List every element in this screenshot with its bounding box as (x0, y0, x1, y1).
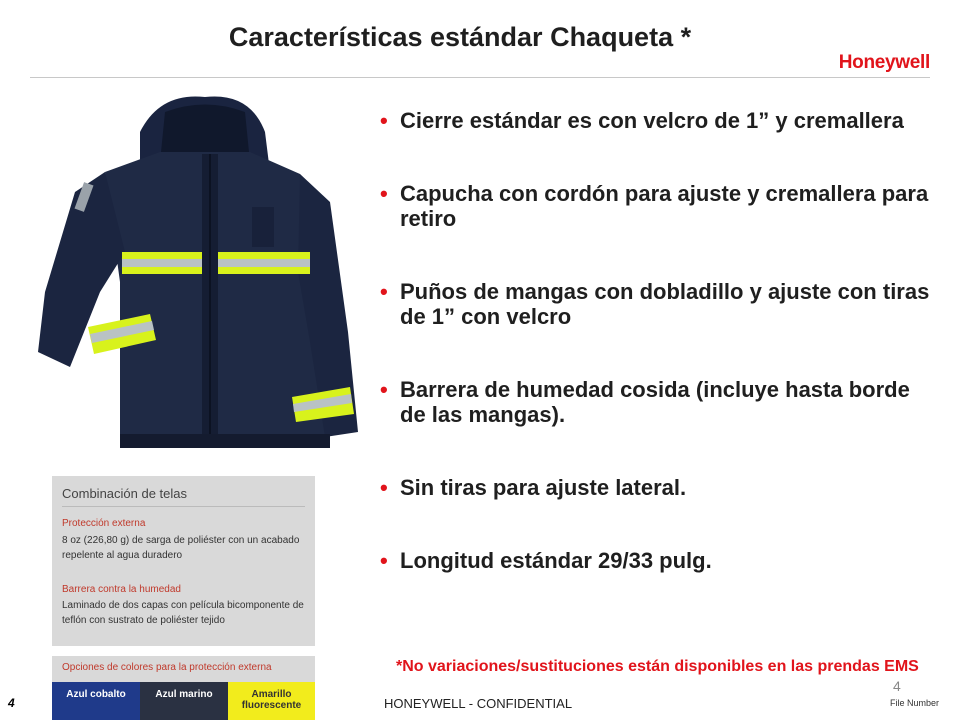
bullet-icon: • (380, 279, 388, 304)
bullet-icon: • (380, 108, 388, 133)
honeywell-logo: Honeywell (838, 52, 930, 73)
fabric-heading: Combinación de telas (62, 486, 188, 501)
fabric-info-panel (52, 476, 315, 646)
swatch-navy-blue: Azul marino (140, 682, 228, 720)
outer-protection-label: Protección externa (62, 518, 146, 529)
bullet-icon: • (380, 377, 388, 402)
bullet-icon: • (380, 548, 388, 573)
feature-item: • Cierre estándar es con velcro de 1” y cremallera (380, 108, 904, 133)
page-number-left: 4 (8, 696, 15, 710)
feature-item: • Capucha con cordón para ajuste y cremallera para retiro (380, 181, 929, 231)
ems-note: *No variaciones/sustituciones están disponibles en las prendas EMS (396, 658, 919, 675)
file-number: File Number (890, 698, 940, 708)
swatch-cobalt-blue: Azul cobalto (52, 682, 140, 720)
swatch-fluorescent-yellow: Amarillo fluorescente (228, 682, 315, 720)
bullet-icon: • (380, 181, 388, 206)
jacket-image (30, 92, 370, 472)
bullet-icon: • (380, 475, 388, 500)
moisture-barrier-label: Barrera contra la humedad (62, 584, 181, 595)
color-options-title: Opciones de colores para la protección externa (52, 656, 315, 682)
moisture-barrier-text: Laminado de dos capas con película bicomponente de teflón con sustrato de poliéster tejido (62, 600, 304, 626)
feature-item: • Barrera de humedad cosida (incluye hasta borde de las mangas). (380, 377, 910, 427)
feature-item: • Puños de mangas con dobladillo y ajuste con tiras de 1” con velcro (380, 279, 930, 329)
feature-item: • Longitud estándar 29/33 pulg. (380, 548, 712, 573)
slide-title: Características estándar Chaqueta * (228, 22, 692, 52)
outer-protection-text: 8 oz (226,80 g) de sarga de poliéster con un acabado repelente al agua duradero (62, 535, 300, 561)
confidential-label: HONEYWELL - CONFIDENTIAL (384, 696, 573, 711)
feature-list (380, 108, 940, 621)
jacket-illustration (30, 92, 370, 472)
feature-item: • Sin tiras para ajuste lateral. (380, 475, 687, 500)
fabric-divider (62, 506, 305, 507)
page-number-right: 4 (893, 678, 901, 694)
title-divider (30, 77, 930, 78)
